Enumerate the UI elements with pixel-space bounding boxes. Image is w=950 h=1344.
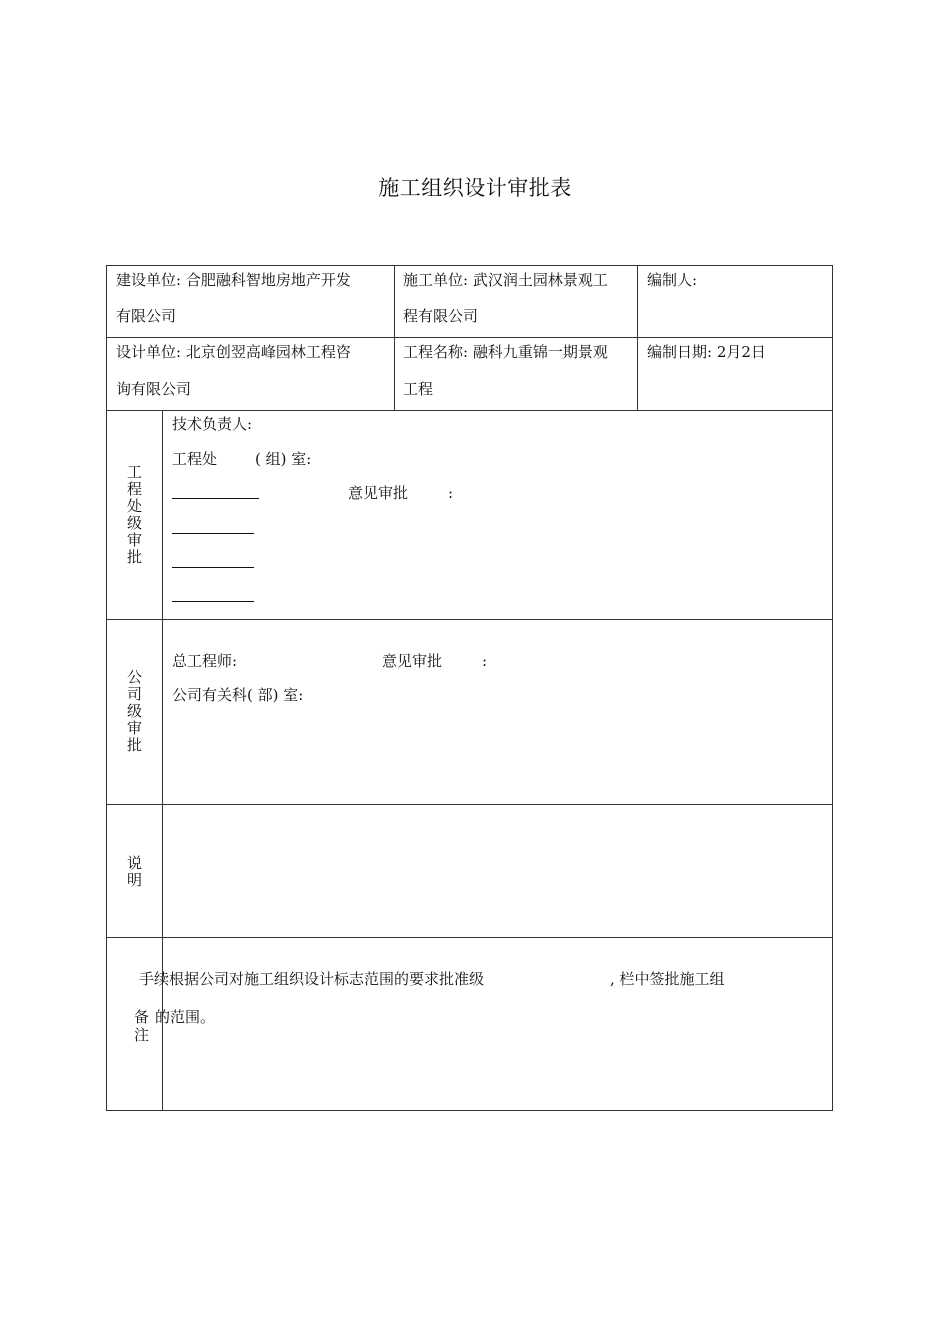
engineering-opinion-label: 意见审批	[348, 484, 409, 502]
client-unit-field	[116, 270, 351, 290]
contractor-unit-label: 施工单位:	[403, 271, 469, 289]
project-name-label: 工程名称:	[403, 343, 469, 361]
remarks-label-b: 注	[134, 1026, 150, 1044]
remarks-label-a: 备	[134, 1008, 150, 1026]
signature-line	[172, 498, 259, 499]
compile-date-value: 2月2日	[716, 343, 766, 361]
chief-engineer-label: 总工程师:	[172, 652, 238, 670]
engineering-dept-label-b: ( 组) 室:	[255, 450, 312, 468]
remarks-line-1: 手续根据公司对施工组织设计标志范围的要求批准级	[139, 970, 485, 988]
tech-lead-label: 技术负责人:	[172, 415, 253, 433]
compile-date-field	[647, 342, 766, 362]
compile-date-label: 编制日期:	[647, 343, 713, 361]
row-divider	[106, 337, 833, 338]
engineering-approval-label: 工程处级审批	[126, 463, 142, 566]
contractor-unit-value: 武汉润土园林景观工	[472, 271, 608, 289]
design-unit-field	[116, 342, 351, 362]
editor-label: 编制人:	[647, 271, 698, 289]
row-divider	[106, 804, 833, 805]
column-divider	[394, 265, 395, 410]
client-unit-label: 建设单位:	[116, 271, 182, 289]
row-divider	[106, 937, 833, 938]
row-divider	[106, 619, 833, 620]
remarks-line-2: 的范围。	[155, 1008, 216, 1026]
contractor-unit-value-cont: 程有限公司	[403, 307, 479, 325]
design-unit-value-cont: 询有限公司	[116, 380, 192, 398]
signature-line	[172, 601, 254, 602]
project-name-value-cont: 工程	[403, 380, 434, 398]
remarks-line-1-end: , 栏中签批施工组	[610, 970, 725, 988]
project-name-value: 融科九重锦一期景观	[472, 343, 608, 361]
engineering-opinion-colon: :	[448, 484, 454, 502]
client-unit-value-cont: 有限公司	[116, 307, 177, 325]
signature-line	[172, 533, 254, 534]
page-title: 施工组织设计审批表	[378, 176, 572, 200]
company-opinion-colon: :	[482, 652, 488, 670]
label-column-divider	[162, 410, 163, 1111]
design-unit-value: 北京创翌高峰园林工程咨	[185, 343, 351, 361]
company-opinion-label: 意见审批	[382, 652, 443, 670]
project-name-field	[403, 342, 608, 362]
signature-line	[172, 567, 254, 568]
company-approval-label: 公司级审批	[126, 668, 142, 754]
client-unit-value: 合肥融科智地房地产开发	[185, 271, 351, 289]
design-unit-label: 设计单位:	[116, 343, 182, 361]
notes-label: 说明	[126, 854, 142, 889]
contractor-unit-field	[403, 270, 608, 290]
engineering-dept-label-a: 工程处	[172, 450, 218, 468]
row-divider	[106, 410, 833, 411]
related-dept-label: 公司有关科( 部) 室:	[172, 686, 304, 704]
column-divider	[637, 265, 638, 410]
